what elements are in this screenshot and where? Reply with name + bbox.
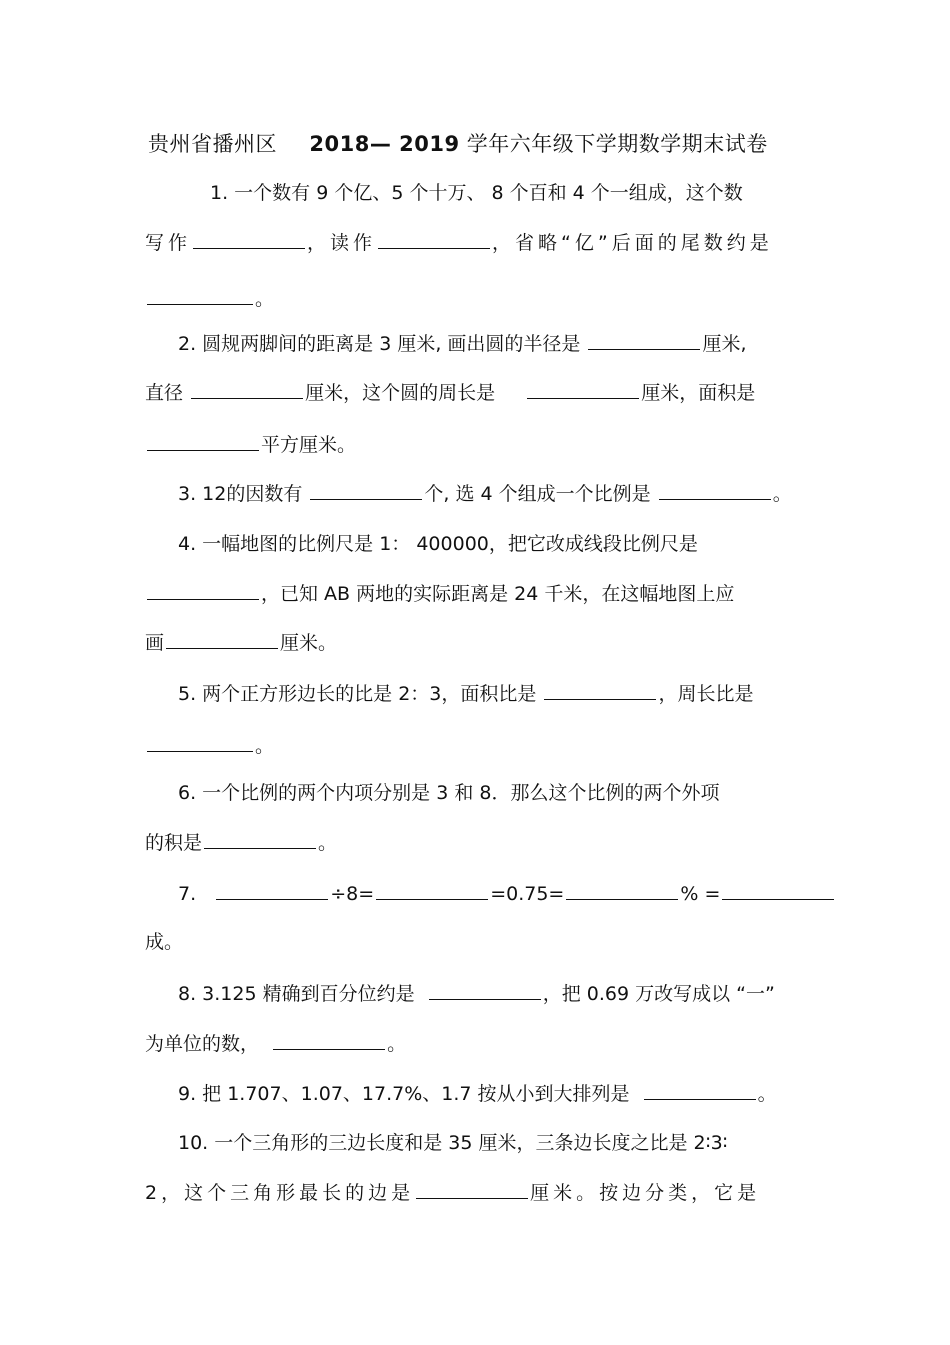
- q4-blank-distance[interactable]: [166, 628, 278, 649]
- q4-blank-scale[interactable]: [147, 579, 259, 600]
- q1-blank-approx[interactable]: [147, 284, 253, 305]
- q7-blank-percent[interactable]: [566, 879, 678, 900]
- q4-line1: 4. 一幅地图的比例尺是 1： 400000，把它改成线段比例尺是: [178, 533, 698, 555]
- q8-line2: [145, 1029, 406, 1058]
- q5-line1: [178, 679, 753, 708]
- q2-line2: [145, 378, 755, 407]
- q1-approx-label: ，省略“亿”后面的尾数约是: [492, 232, 773, 254]
- q2-text-e: 厘米，面积是: [641, 382, 756, 404]
- q8-blank-round[interactable]: [429, 979, 541, 1000]
- q4-text-b: 画: [145, 632, 165, 654]
- q8-text-a: 8. 3.125 精确到百分位约是: [178, 983, 415, 1005]
- q4-line2: [145, 579, 734, 608]
- q7-text-a: 7.: [178, 883, 197, 905]
- q2-blank-radius[interactable]: [588, 329, 700, 350]
- q1-blank-write[interactable]: [193, 228, 305, 249]
- q4-text-a: ，已知 AB 两地的实际距离是 24 千米，在这幅地图上应: [261, 583, 735, 605]
- q2-blank-diameter[interactable]: [191, 378, 303, 399]
- q7-text-b: ÷8=: [330, 883, 375, 905]
- q7-line1: [178, 879, 836, 908]
- q4-text-c: 厘米。: [280, 632, 338, 654]
- q5-text-b: ，周长比是: [658, 683, 754, 705]
- q10-line2: [145, 1178, 760, 1207]
- q1-blank-read[interactable]: [378, 228, 490, 249]
- q2-text-d: 厘米，这个圆的周长是: [305, 382, 496, 404]
- q9-end: 。: [757, 1083, 777, 1105]
- q5-blank-perimeter-ratio[interactable]: [147, 731, 253, 752]
- q7-blank-cheng[interactable]: [722, 879, 834, 900]
- q7-text-d: % =: [680, 883, 721, 905]
- q6-blank-product[interactable]: [204, 828, 316, 849]
- q3-end: 。: [772, 483, 792, 505]
- q2-text-c: 直径: [145, 382, 184, 404]
- q10-line1: 10. 一个三角形的三边长度和是 35 厘米，三条边长度之比是 2∶3∶: [178, 1132, 728, 1154]
- q2-blank-perimeter[interactable]: [527, 378, 639, 399]
- q2-line1: [178, 329, 747, 358]
- q1-end: 。: [255, 288, 275, 310]
- q3-text-a: 3. 12的因数有: [178, 483, 303, 505]
- q1-line1: 1. 一个数有 9 个亿、5 个十万、 8 个百和 4 个一组成，这个数: [210, 182, 743, 204]
- q8-text-b: ，把 0.69 万改写成以 “一”: [542, 983, 775, 1005]
- q1-read-label: ，读作: [307, 232, 377, 254]
- q9-blank-order[interactable]: [644, 1079, 756, 1100]
- q3-text-b: 个, 选 4 个组成一个比例是: [424, 483, 651, 505]
- title-region: 贵州省播州区: [148, 132, 277, 156]
- q2-text-f: 平方厘米。: [261, 434, 357, 456]
- q2-text-b: 厘米,: [702, 333, 747, 355]
- page-title: [148, 128, 768, 158]
- q1-line2: [145, 228, 773, 257]
- q8-line1: [178, 979, 775, 1008]
- q10-text-b: 厘米。按边分类，它是: [530, 1182, 761, 1204]
- q8-blank-rewrite[interactable]: [273, 1029, 385, 1050]
- q2-line3: [145, 430, 356, 459]
- q5-end: 。: [255, 735, 275, 757]
- q7-blank-fraction[interactable]: [376, 879, 488, 900]
- q6-line1: 6. 一个比例的两个内项分别是 3 和 8．那么这个比例的两个外项: [178, 782, 720, 804]
- q1-line3: [145, 284, 274, 313]
- q5-text-a: 5. 两个正方形边长的比是 2：3，面积比是: [178, 683, 537, 705]
- q7-blank-dividend[interactable]: [216, 879, 328, 900]
- q2-text-a: 2. 圆规两脚间的距离是 3 厘米, 画出圆的半径是: [178, 333, 581, 355]
- q3-blank-count[interactable]: [310, 479, 422, 500]
- q6-text-a: 的积是: [145, 832, 203, 854]
- q8-text-c: 为单位的数，: [145, 1033, 260, 1055]
- q8-end: 。: [387, 1033, 407, 1055]
- q4-line3: [145, 628, 337, 657]
- q7-text-c: =0.75=: [490, 883, 565, 905]
- q1-write-label: 写作: [145, 232, 192, 254]
- q6-line2: [145, 828, 337, 857]
- q9-line: [178, 1079, 777, 1108]
- q2-blank-area[interactable]: [147, 430, 259, 451]
- q5-line2: [145, 731, 274, 760]
- q5-blank-area-ratio[interactable]: [544, 679, 656, 700]
- q10-blank-longest[interactable]: [416, 1178, 528, 1199]
- q9-text-a: 9. 把 1.707、1.07、17.7%、1.7 按从小到大排列是: [178, 1083, 630, 1105]
- q10-text-a: 2，这个三角形最长的边是: [145, 1182, 415, 1204]
- q3-line: [178, 479, 792, 508]
- title-years: 2018— 2019: [309, 132, 460, 156]
- title-rest: 学年六年级下学期数学期末试卷: [466, 132, 768, 156]
- q7-line2: 成。: [145, 931, 184, 953]
- q3-blank-proportion[interactable]: [659, 479, 771, 500]
- q6-end: 。: [318, 832, 338, 854]
